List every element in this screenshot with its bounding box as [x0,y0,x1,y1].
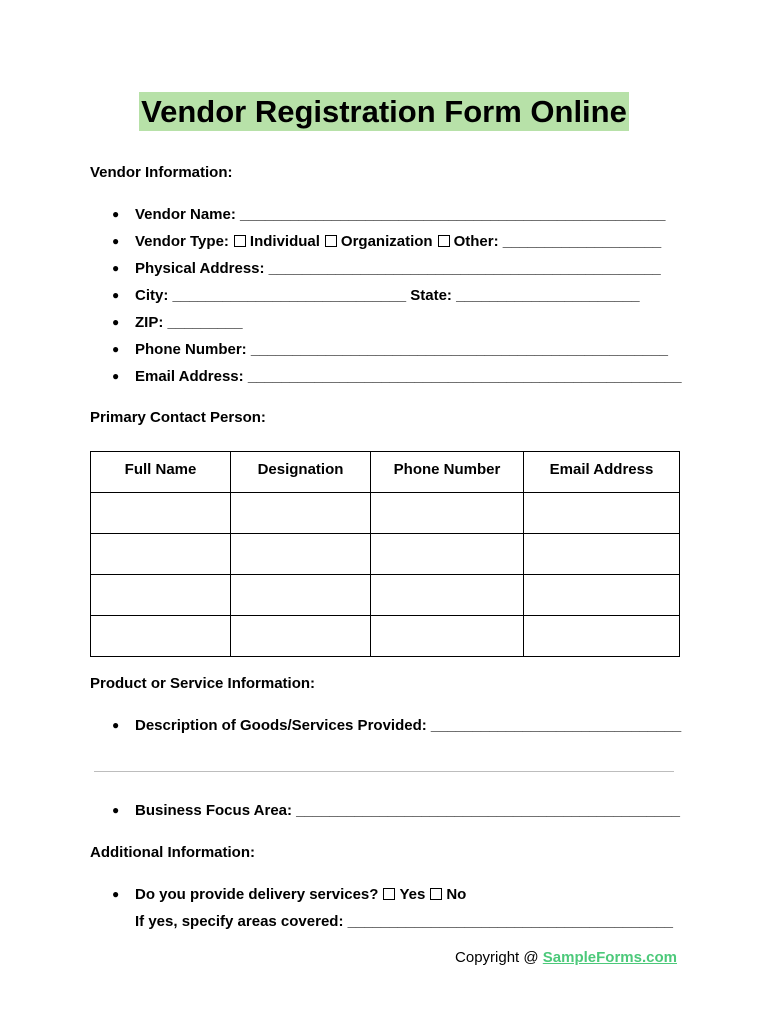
physical-address-field[interactable] [90,255,682,282]
organization-option-label: Organization [340,233,433,250]
bullet-icon: ● [112,369,120,383]
table-header-row [91,452,680,493]
zip-label: ZIP: _________ [135,314,243,331]
table-cell[interactable] [524,493,680,534]
vendor-type-field [90,228,682,255]
copyright-text: Copyright @ [455,949,543,966]
phone-number-field[interactable] [90,336,682,363]
bullet-icon: ● [112,288,120,302]
table-row [91,534,680,575]
table-cell[interactable] [91,493,231,534]
additional-information-heading: Additional Information: [90,844,255,861]
bullet-icon: ● [112,234,120,248]
table-cell[interactable] [371,534,524,575]
bullet-icon: ● [112,315,120,329]
column-header: Phone Number [371,452,524,493]
other-option-label: Other: ___________________ [453,233,662,250]
city-state-field[interactable] [90,282,682,309]
copyright-footer [455,948,677,968]
table-cell[interactable] [524,575,680,616]
table-cell[interactable] [524,616,680,657]
table-cell[interactable] [371,616,524,657]
city-state-label: City: ____________________________ State: ______________________ [135,287,640,304]
product-service-heading: Product or Service Information: [90,675,316,692]
vendor-type-label: Vendor Type: [135,233,229,250]
email-address-field[interactable] [90,363,682,390]
business-focus-label: Business Focus Area: ______________________________________________ [135,802,680,819]
vendor-information-heading: Vendor Information: [90,164,233,181]
description-label: Description of Goods/Services Provided: ______________________________ [135,717,682,734]
bullet-icon: ● [112,342,120,356]
areas-covered-label: If yes, specify areas covered: _______________________________________ [135,913,673,930]
column-header: Designation [231,452,371,493]
title-wrapper [0,92,768,131]
other-checkbox[interactable] [438,235,450,247]
individual-option-label: Individual [249,233,320,250]
organization-checkbox[interactable] [325,235,337,247]
physical-address-label: Physical Address: _______________________________________________ [135,260,661,277]
phone-number-label: Phone Number: __________________________________________________ [135,341,668,358]
table-row [91,616,680,657]
bullet-icon: ● [112,261,120,275]
product-service-list [90,712,681,739]
delivery-no-checkbox[interactable] [430,888,442,900]
bullet-icon: ● [112,207,120,221]
table-cell[interactable] [231,575,371,616]
column-header: Full Name [91,452,231,493]
vendor-name-field[interactable] [90,201,682,228]
table-row [91,575,680,616]
table-cell[interactable] [231,534,371,575]
page-title: Vendor Registration Form Online [141,94,627,129]
description-field[interactable] [90,712,681,739]
areas-covered-field[interactable] [90,908,673,935]
individual-checkbox[interactable] [234,235,246,247]
bullet-icon: ● [112,803,120,817]
delivery-yes-checkbox[interactable] [383,888,395,900]
table-cell[interactable] [91,575,231,616]
table-cell[interactable] [91,534,231,575]
additional-information-list [90,881,673,935]
vendor-name-label: Vendor Name: ___________________________________________________ [135,206,666,223]
primary-contact-table [90,451,680,657]
business-focus-list [90,797,680,824]
table-cell[interactable] [231,616,371,657]
column-header: Email Address [524,452,680,493]
table-cell[interactable] [371,493,524,534]
table-cell[interactable] [91,616,231,657]
business-focus-field[interactable] [90,797,680,824]
zip-field[interactable] [90,309,682,336]
email-address-label: Email Address: ____________________________________________________ [135,368,682,385]
delivery-yes-label: Yes [399,886,426,903]
bullet-icon: ● [112,887,120,901]
delivery-question-label: Do you provide delivery services? [135,886,379,903]
table-row [91,493,680,534]
table-cell[interactable] [524,534,680,575]
primary-contact-heading: Primary Contact Person: [90,409,266,426]
delivery-no-label: No [446,886,467,903]
vendor-information-list [90,201,682,390]
table-cell[interactable] [371,575,524,616]
bullet-icon: ● [112,718,120,732]
table-cell[interactable] [231,493,371,534]
delivery-services-field [90,881,673,908]
sampleforms-link[interactable]: SampleForms.com [542,949,677,966]
divider-line [94,771,674,772]
